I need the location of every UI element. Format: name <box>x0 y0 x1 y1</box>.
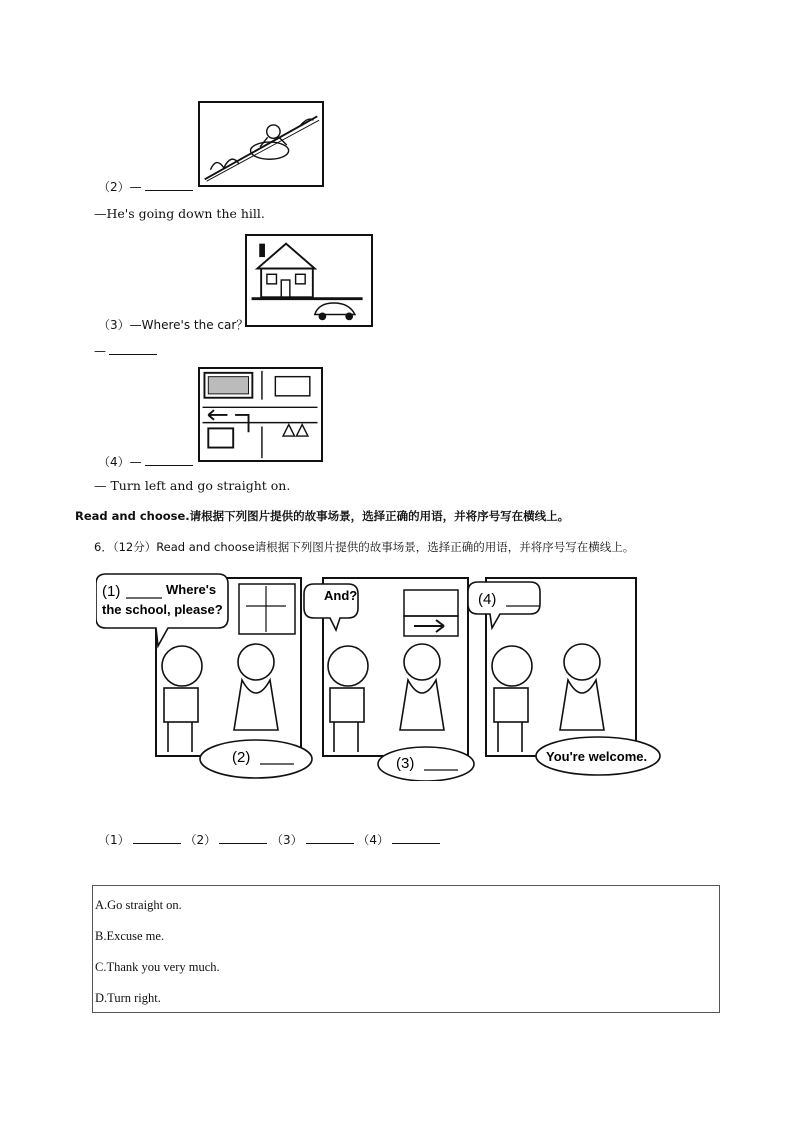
sledding-picture <box>198 101 324 187</box>
bubble6-text: You're welcome. <box>546 749 648 764</box>
q3-answer-blank[interactable] <box>109 344 157 355</box>
option-c: C.Thank you very much. <box>95 960 220 974</box>
q3-answer-line: — <box>94 344 157 357</box>
q4-answer: — Turn left and go straight on. <box>94 478 291 493</box>
q6-answer-line: （1） （2） （3） （4） <box>98 833 440 846</box>
option-d: D.Turn right. <box>95 991 161 1005</box>
bubble1-text: Where's <box>166 582 217 597</box>
comic-strip <box>96 566 666 781</box>
section-title: Read and choose.请根据下列图片提供的故事场景，选择正确的用语，并将序号写在横线上。 <box>75 509 570 523</box>
q2-answer: —He's going down the hill. <box>94 206 265 221</box>
house-car-picture <box>245 234 373 327</box>
option-a: A.Go straight on. <box>95 898 182 912</box>
bubble1-text-line2: the school, please? <box>102 602 223 617</box>
q2-answer-blank[interactable] <box>145 180 193 191</box>
q6-blank-3[interactable] <box>306 833 354 844</box>
options-box <box>92 885 720 1013</box>
q6-heading: 6．（12分）Read and choose请根据下列图片提供的故事场景，选择正确的用语，并将序号写在横线上。 <box>94 540 635 554</box>
bubble2-number: (2) <box>232 749 251 766</box>
bubble4-number: (3) <box>396 755 415 772</box>
q4-answer-blank[interactable] <box>145 455 193 466</box>
q6-blank-2[interactable] <box>219 833 267 844</box>
q4-prompt: （4）— <box>98 455 193 468</box>
q6-blank-4[interactable] <box>392 833 440 844</box>
bubble1-number: (1) <box>102 583 121 600</box>
street-map-picture <box>198 367 323 462</box>
option-b: B.Excuse me. <box>95 929 165 943</box>
q3-prompt: （3）—Where's the car？ <box>98 318 249 332</box>
bubble5-number: (4) <box>478 591 497 608</box>
q2-prompt: （2）— <box>98 180 193 193</box>
q6-blank-1[interactable] <box>133 833 181 844</box>
bubble3-text: And? <box>324 588 358 603</box>
